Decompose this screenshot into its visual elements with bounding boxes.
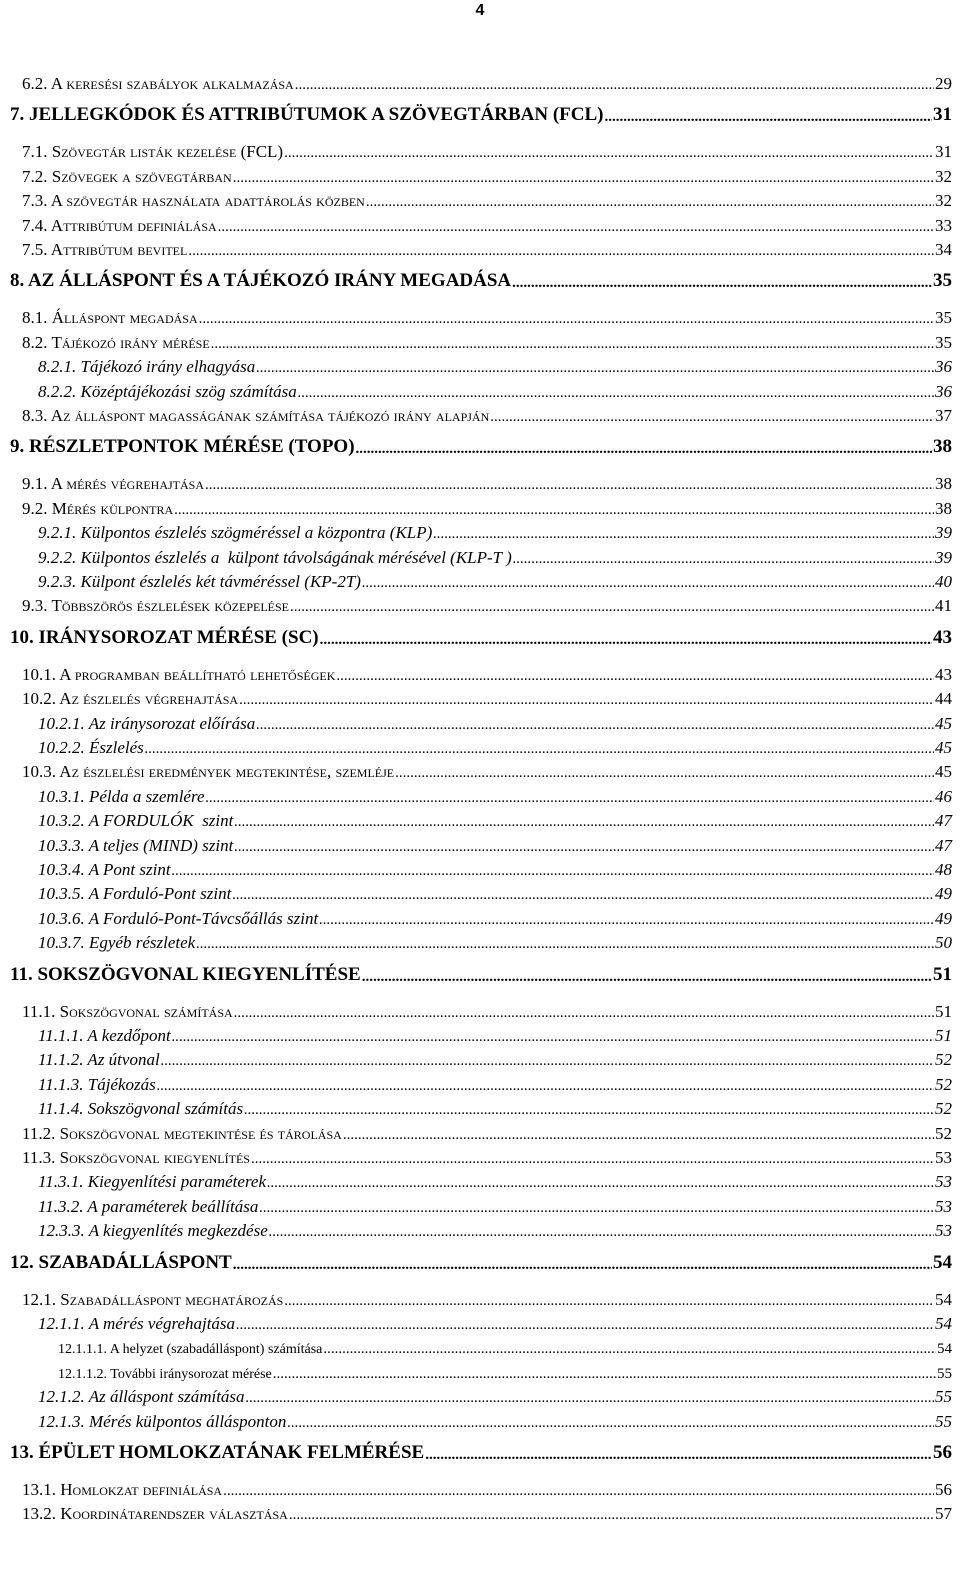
toc-entry-page-number: 35 <box>935 332 952 352</box>
toc-entry[interactable] <box>0 964 960 986</box>
dot-leader <box>188 242 934 260</box>
dot-leader <box>512 274 932 292</box>
dot-leader <box>425 1446 932 1464</box>
toc-entry-title: 10.1. A programban beállítható lehetőségek <box>22 664 336 684</box>
dot-leader <box>362 574 934 592</box>
toc-entry[interactable] <box>0 1385 960 1407</box>
toc-entry-page-number: 35 <box>935 308 952 328</box>
dot-leader <box>233 169 934 187</box>
toc-entry-page-number: 49 <box>935 908 952 928</box>
toc-entry[interactable] <box>0 1024 960 1046</box>
toc-entry-page-number: 44 <box>935 689 952 709</box>
toc-entry[interactable] <box>0 1288 960 1310</box>
toc-entry-page-number: 33 <box>935 215 952 235</box>
dot-leader <box>218 218 934 236</box>
toc-entry[interactable] <box>0 1336 960 1358</box>
dot-leader <box>172 862 934 880</box>
toc-entry-page-number: 56 <box>935 1480 952 1499</box>
dot-leader <box>298 384 934 402</box>
toc-entry[interactable] <box>0 785 960 807</box>
toc-entry[interactable] <box>0 712 960 734</box>
toc-entry-page-number: 55 <box>937 1365 952 1382</box>
toc-entry-title: 10.3.1. Példa a szemlére <box>38 786 205 806</box>
dot-leader <box>223 1482 934 1500</box>
dot-leader <box>246 1389 934 1407</box>
toc-entry-page-number: 54 <box>937 1341 952 1358</box>
dot-leader <box>284 144 934 162</box>
dot-leader <box>234 813 934 831</box>
toc-entry-title: 10.3.7. Egyéb részletek <box>38 933 196 953</box>
toc-entry[interactable] <box>0 594 960 616</box>
dot-leader <box>366 193 934 211</box>
toc-entry-page-number: 46 <box>935 786 952 806</box>
dot-leader <box>273 1365 936 1383</box>
toc-entry[interactable] <box>0 214 960 236</box>
toc-entry-title: 11. SOKSZÖGVONAL KIEGYENLÍTÉSE <box>10 963 361 985</box>
dot-leader <box>256 716 934 734</box>
toc-entry-title: 11.1.3. Tájékozás <box>38 1074 156 1094</box>
toc-entry[interactable] <box>0 882 960 904</box>
toc-entry-page-number: 53 <box>935 1148 952 1167</box>
toc-entry-page-number: 45 <box>935 713 952 733</box>
toc-entry-page-number: 51 <box>935 1026 952 1045</box>
toc-entry[interactable] <box>0 1170 960 1192</box>
toc-entry-title: 8.2.2. Középtájékozási szög számítása <box>38 381 297 401</box>
toc-entry-title: 10. IRÁNYSOROZAT MÉRÉSE (SC) <box>10 626 319 648</box>
dot-leader <box>490 408 934 426</box>
toc-entry-title: 12.1. Szabadálláspont meghatározás <box>22 1289 284 1309</box>
toc-entry-title: 13.2. Koordinátarendszer választása <box>22 1504 288 1524</box>
toc-entry-title: 9.2.3. Külpont észlelés két távméréssel (KP-2T) <box>38 572 361 591</box>
toc-entry-page-number: 49 <box>935 884 952 904</box>
toc-entry-title: 7. JELLEGKÓDOK ÉS ATTRIBÚTUMOK A SZÖVEGTÁRBAN (FCL) <box>10 104 604 126</box>
dot-leader <box>295 76 934 94</box>
dot-leader <box>206 789 934 807</box>
toc-entry-page-number: 31 <box>933 104 952 126</box>
toc-entry[interactable] <box>0 165 960 187</box>
toc-entry[interactable] <box>0 1146 960 1168</box>
toc-entry-title: 12.1.1.1. A helyzet (szabadálláspont) számítása <box>58 1342 323 1358</box>
dot-leader <box>196 935 934 953</box>
toc-entry-title: 10.2. Az észlelés végrehajtása <box>22 689 239 709</box>
toc-entry-page-number: 52 <box>935 1074 952 1094</box>
toc-entry-page-number: 57 <box>935 1504 952 1524</box>
toc-entry-page-number: 43 <box>933 626 952 648</box>
toc-entry-page-number: 39 <box>935 523 952 543</box>
toc-entry-title: 9.2. Mérés külpontra <box>22 498 174 518</box>
toc-entry[interactable] <box>0 1073 960 1095</box>
toc-entry[interactable] <box>0 331 960 353</box>
toc-entry-title: 10.3. Az észlelési eredmények megtekintése, szemléje <box>22 762 395 782</box>
toc-entry-page-number: 47 <box>935 811 952 831</box>
toc-entry-page-number: 48 <box>935 860 952 879</box>
toc-entry-page-number: 29 <box>935 74 952 93</box>
dot-leader <box>199 310 934 328</box>
toc-entry[interactable] <box>0 736 960 758</box>
dot-leader <box>256 359 934 377</box>
toc-entry-page-number: 47 <box>935 835 952 855</box>
toc-entry-page-number: 56 <box>933 1442 952 1463</box>
toc-entry-page-number: 52 <box>935 1050 952 1070</box>
dot-leader <box>251 1150 934 1168</box>
toc-entry-page-number: 43 <box>935 664 952 684</box>
toc-entry-page-number: 52 <box>935 1123 952 1143</box>
toc-entry-page-number: 34 <box>935 240 952 259</box>
toc-entry-title: 13.1. Homlokzat definiálása <box>22 1480 223 1499</box>
toc-entry[interactable] <box>0 1442 960 1464</box>
dot-leader <box>284 1292 934 1310</box>
toc-entry-title: 11.1.1. A kezdőpont <box>38 1026 171 1045</box>
dot-leader <box>205 476 934 494</box>
dot-leader <box>269 1223 934 1241</box>
toc-entry[interactable] <box>0 1478 960 1500</box>
toc-entry[interactable] <box>0 1000 960 1022</box>
toc-entry-title: 11.1.4. Sokszögvonal számítás <box>38 1099 244 1119</box>
toc-entry[interactable] <box>0 355 960 377</box>
toc-entry-page-number: 55 <box>935 1411 952 1431</box>
toc-entry[interactable] <box>0 1122 960 1144</box>
dot-leader <box>343 1126 934 1144</box>
toc-entry[interactable] <box>0 380 960 402</box>
toc-entry-title: 12.1.1. A mérés végrehajtása <box>38 1314 236 1333</box>
toc-entry-title: 10.3.3. A teljes (MIND) szint <box>38 835 234 855</box>
toc-entry[interactable] <box>0 306 960 328</box>
dot-leader <box>267 1174 934 1192</box>
toc-entry-title: 10.3.6. A Forduló-Pont-Távcsőállás szint <box>38 908 319 928</box>
toc-entry[interactable] <box>0 1252 960 1274</box>
dot-leader <box>234 1004 934 1022</box>
dot-leader <box>172 1028 934 1046</box>
toc-entry[interactable] <box>0 687 960 709</box>
toc-entry-title: 6.2. A keresési szabályok alkalmazása <box>22 74 294 93</box>
dot-leader <box>362 968 932 986</box>
toc-entry-title: 9.3. Többszörös észlelések közepelése <box>22 596 289 616</box>
toc-entry-title: 9.2.1. Külpontos észlelés szögméréssel a központra (KLP) <box>38 523 433 543</box>
toc-entry[interactable] <box>0 858 960 880</box>
dot-leader <box>320 631 932 649</box>
dot-leader <box>290 598 934 616</box>
toc-entry-title: 10.3.2. A FORDULÓK szint <box>38 811 234 831</box>
toc-entry-page-number: 51 <box>935 1001 952 1021</box>
dot-leader <box>236 1316 934 1334</box>
toc-entry-title: 9.2.2. Külpontos észlelés a külpont távolságának mérésével (KLP-T ) <box>38 547 512 567</box>
toc-entry[interactable] <box>0 1312 960 1334</box>
dot-leader <box>239 691 934 709</box>
toc-entry-page-number: 45 <box>935 762 952 782</box>
toc-entry-page-number: 54 <box>935 1314 952 1333</box>
toc-entry-page-number: 36 <box>935 381 952 401</box>
toc-entry-title: 9. RÉSZLETPONTOK MÉRÉSE (TOPO) <box>10 436 355 458</box>
toc-entry[interactable] <box>0 907 960 929</box>
toc-entry-page-number: 35 <box>933 270 952 292</box>
toc-entry[interactable] <box>0 140 960 162</box>
toc-entry-title: 8.2. Tájékozó irány mérése <box>22 332 210 352</box>
toc-entry-page-number: 32 <box>935 191 952 211</box>
toc-entry-title: 8.2.1. Tájékozó irány elhagyása <box>38 357 256 377</box>
toc-entry[interactable] <box>0 189 960 211</box>
toc-entry[interactable] <box>0 1410 960 1432</box>
toc-entry[interactable] <box>0 809 960 831</box>
toc-entry[interactable] <box>0 72 960 94</box>
dot-leader <box>336 667 934 685</box>
toc-entry[interactable] <box>0 436 960 458</box>
toc-entry[interactable] <box>0 472 960 494</box>
toc-entry-title: 7.2. Szövegek a szövegtárban <box>22 166 232 186</box>
toc-entry-title: 8.3. Az álláspont magasságának számítása tájékozó irány alapján <box>22 406 490 425</box>
dot-leader <box>259 1199 934 1217</box>
toc-entry-title: 9.1. A mérés végrehajtása <box>22 474 204 494</box>
toc-entry-page-number: 54 <box>933 1251 952 1273</box>
toc-entry-title: 11.3. Sokszögvonal kiegyenlítés <box>22 1148 250 1167</box>
toc-entry-page-number: 54 <box>935 1289 952 1309</box>
toc-entry-page-number: 32 <box>935 166 952 186</box>
toc-entry-page-number: 41 <box>935 596 952 616</box>
toc-entry-page-number: 53 <box>935 1221 952 1241</box>
toc-entry-page-number: 52 <box>935 1099 952 1119</box>
toc-entry-page-number: 38 <box>935 498 952 518</box>
toc-entry[interactable] <box>0 1195 960 1217</box>
toc-entry-page-number: 38 <box>935 474 952 494</box>
toc-entry-title: 10.2.2. Észlelés <box>38 738 144 757</box>
toc-entry-title: 12.1.3. Mérés külpontos állásponton <box>38 1411 287 1431</box>
toc-entry[interactable] <box>0 404 960 426</box>
toc-entry-page-number: 55 <box>935 1387 952 1407</box>
toc-entry-page-number: 38 <box>933 436 952 458</box>
toc-entry[interactable] <box>0 497 960 519</box>
toc-entry-title: 12.1.2. Az álláspont számítása <box>38 1387 245 1407</box>
toc-entry[interactable] <box>0 834 960 856</box>
toc-entry-page-number: 36 <box>935 357 952 377</box>
toc-entry-title: 13. ÉPÜLET HOMLOKZATÁNAK FELMÉRÉSE <box>10 1442 425 1463</box>
toc-entry-page-number: 37 <box>935 406 952 425</box>
toc-entry[interactable] <box>0 1097 960 1119</box>
toc-entry-page-number: 45 <box>935 738 952 757</box>
toc-entry-page-number: 53 <box>935 1196 952 1216</box>
toc-entry-title: 12. SZABADÁLLÁSPONT <box>10 1251 232 1273</box>
toc-entry[interactable] <box>0 663 960 685</box>
dot-leader <box>232 886 934 904</box>
toc-entry-title: 10.2.1. Az iránysorozat előírása <box>38 713 256 733</box>
dot-leader <box>157 1077 934 1095</box>
toc-entry-title: 7.3. A szövegtár használata adattárolás közben <box>22 191 365 211</box>
toc-entry-title: 11.3.2. A paraméterek beállítása <box>38 1196 259 1216</box>
toc-entry-title: 11.2. Sokszögvonal megtekintése és tárolása <box>22 1123 342 1143</box>
toc-entry-title: 10.3.4. A Pont szint <box>38 860 171 879</box>
toc-entry-page-number: 50 <box>935 933 952 953</box>
dot-leader <box>211 335 934 353</box>
dot-leader <box>174 501 934 519</box>
toc-entry-title: 11.1.2. Az útvonal <box>38 1050 160 1070</box>
dot-leader <box>605 108 933 126</box>
dot-leader <box>319 911 934 929</box>
toc-entry-page-number: 31 <box>935 142 952 162</box>
dot-leader <box>145 740 934 758</box>
toc-entry-title: 8. AZ ÁLLÁSPONT ÉS A TÁJÉKOZÓ IRÁNY MEGADÁSA <box>10 270 512 292</box>
toc-entry-page-number: 40 <box>935 572 952 591</box>
toc-entry-page-number: 51 <box>933 963 952 985</box>
toc-entry-title: 7.5. Attribútum bevitel <box>22 240 188 259</box>
toc-entry-page-number: 39 <box>935 547 952 567</box>
toc-entry-title: 12.1.1.2. További iránysorozat mérése <box>58 1366 272 1382</box>
toc-entry-title: 12.3.3. A kiegyenlítés megkezdése <box>38 1221 268 1241</box>
toc-entry[interactable] <box>0 546 960 568</box>
dot-leader <box>233 1256 932 1274</box>
dot-leader <box>513 550 934 568</box>
toc-entry[interactable] <box>0 1361 960 1383</box>
toc-entry[interactable] <box>0 1219 960 1241</box>
dot-leader <box>287 1414 934 1432</box>
toc-entry-title: 7.4. Attribútum definiálása <box>22 215 217 235</box>
dot-leader <box>433 525 934 543</box>
toc-entry[interactable] <box>0 521 960 543</box>
toc-entry-title: 7.1. Szövegtár listák kezelése (FCL) <box>22 142 284 162</box>
toc-entry[interactable] <box>0 1502 960 1524</box>
toc-entry[interactable] <box>0 760 960 782</box>
toc-entry[interactable] <box>0 627 960 649</box>
dot-leader <box>244 1101 934 1119</box>
toc-entry[interactable] <box>0 270 960 292</box>
toc-entry-title: 10.3.5. A Forduló-Pont szint <box>38 884 232 904</box>
dot-leader <box>356 440 932 458</box>
toc-entry[interactable] <box>0 238 960 260</box>
dot-leader <box>395 764 934 782</box>
dot-leader <box>161 1052 934 1070</box>
dot-leader <box>323 1340 936 1358</box>
dot-leader <box>234 838 934 856</box>
dot-leader <box>289 1506 934 1524</box>
toc-entry-page-number: 53 <box>935 1172 952 1192</box>
toc-entry-title: 8.1. Álláspont megadása <box>22 308 198 328</box>
toc-entry-title: 11.1. Sokszögvonal számítása <box>22 1001 233 1021</box>
toc-entry[interactable] <box>0 570 960 592</box>
toc-entry[interactable] <box>0 931 960 953</box>
toc-entry[interactable] <box>0 1048 960 1070</box>
page-number: 4 <box>475 2 485 19</box>
toc-entry[interactable] <box>0 104 960 126</box>
toc-entry-title: 11.3.1. Kiegyenlítési paraméterek <box>38 1172 267 1192</box>
